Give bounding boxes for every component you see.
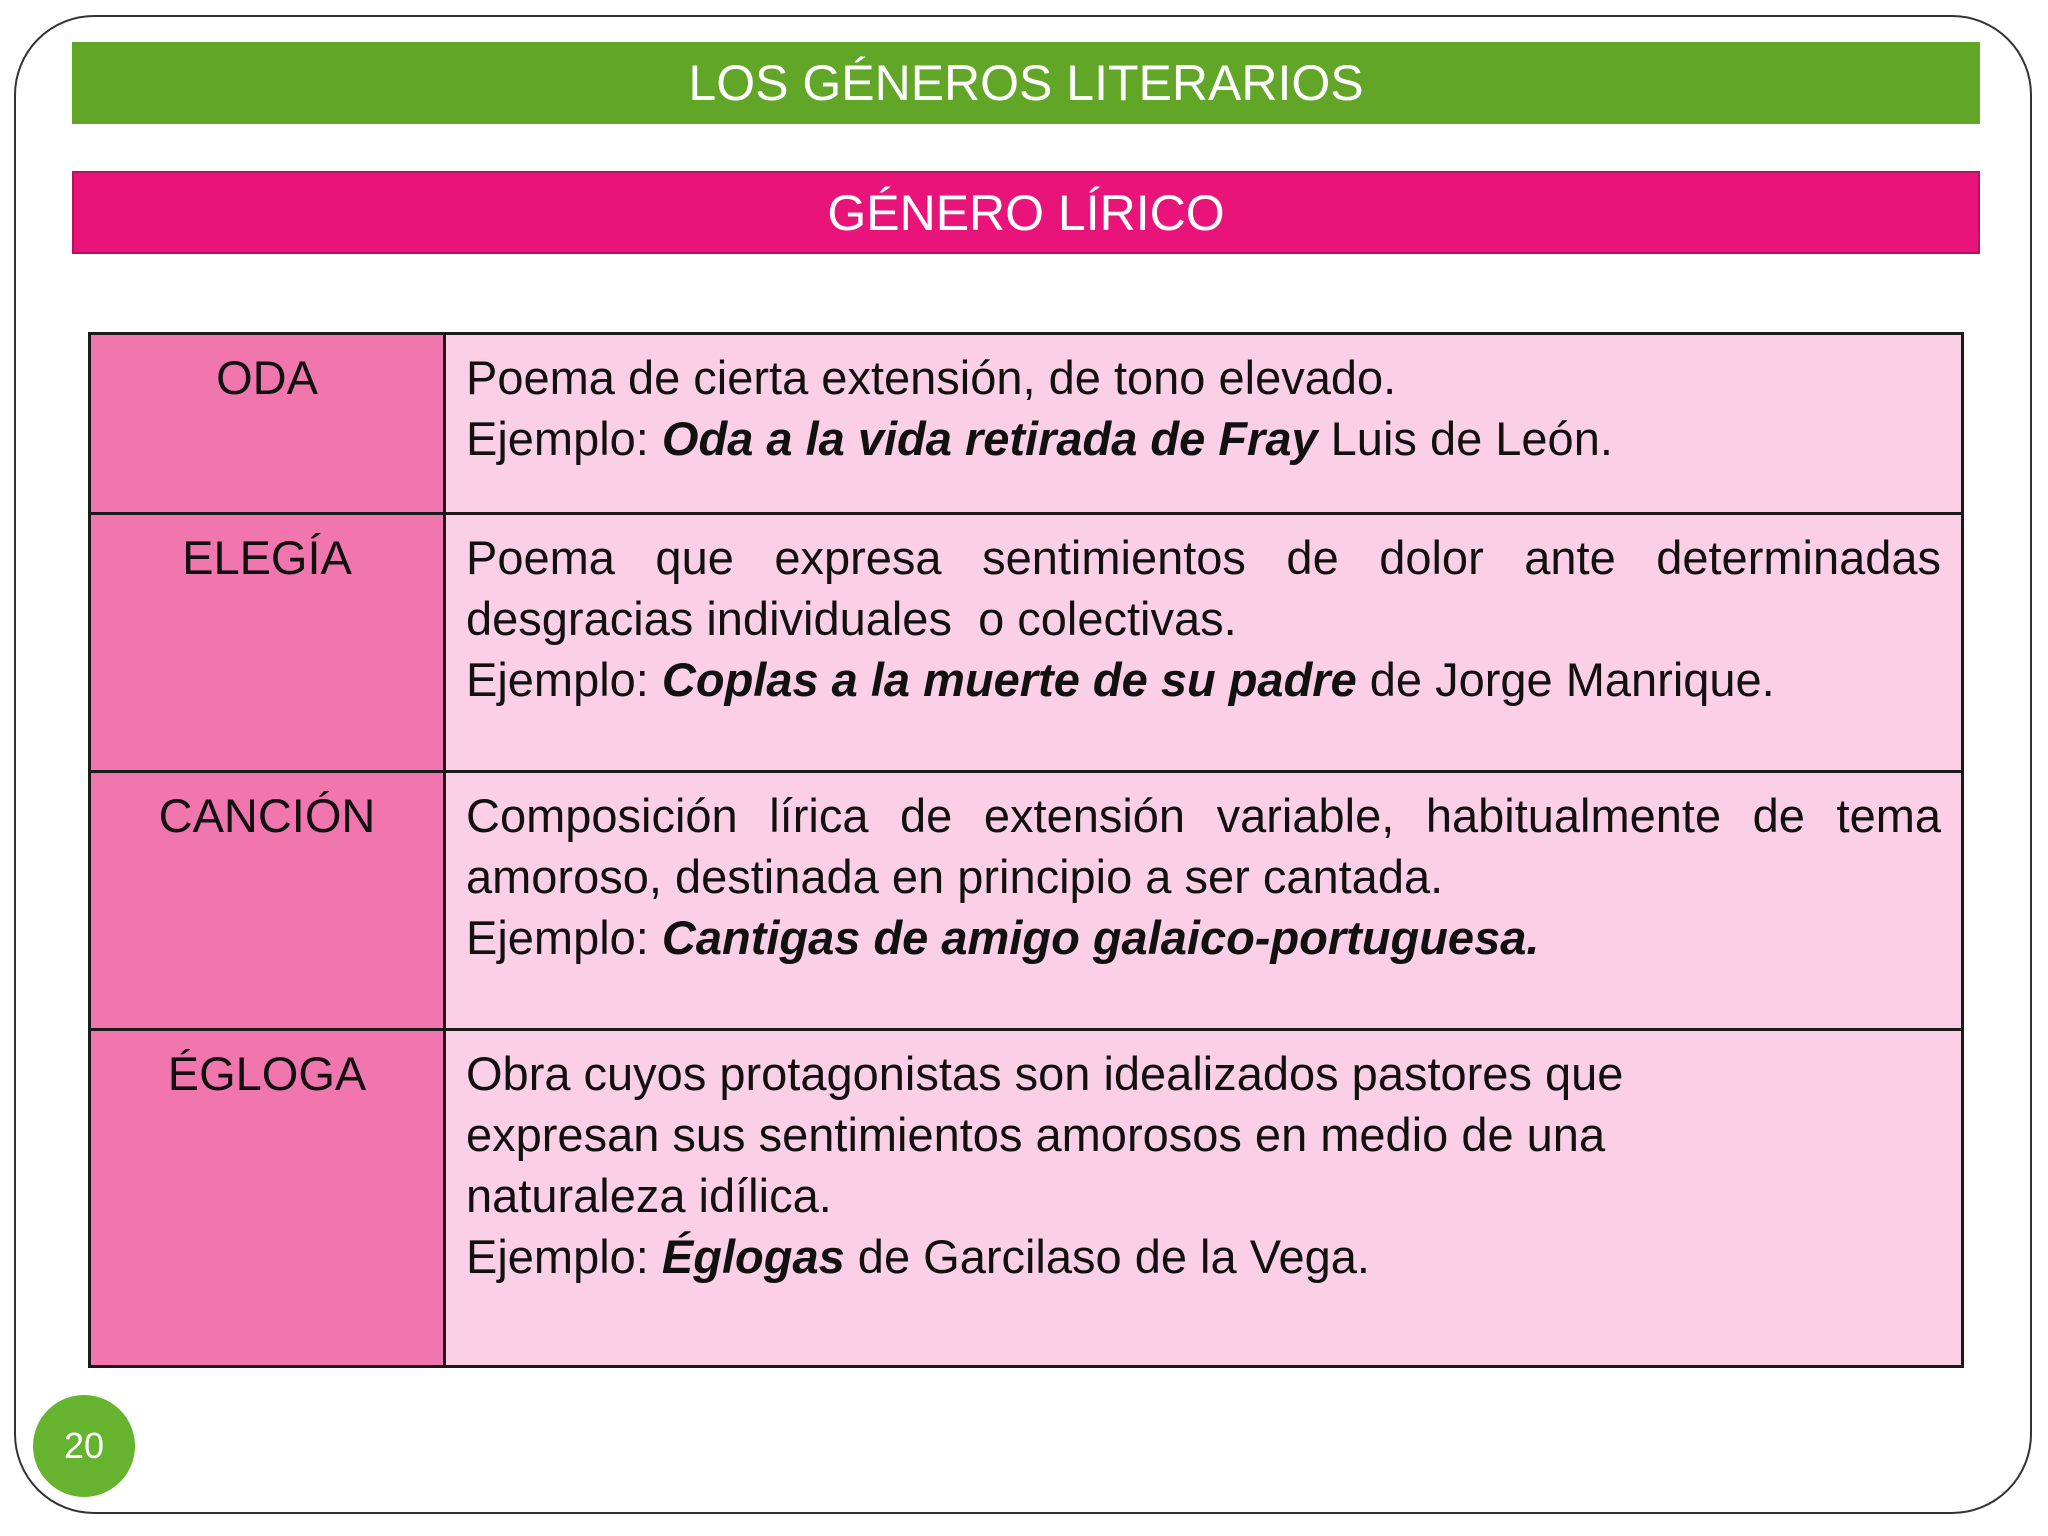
genre-term: ODA (216, 351, 318, 404)
example-author: Luis de León. (1317, 412, 1613, 465)
genre-description-cell (445, 772, 1963, 1030)
example-line (466, 1226, 1941, 1287)
genre-term: CANCIÓN (158, 789, 376, 842)
example-label: Ejemplo: (466, 653, 662, 706)
example-label: Ejemplo: (466, 1230, 662, 1283)
example-line (466, 907, 1941, 968)
genre-term-cell (90, 514, 445, 772)
example-line (466, 649, 1941, 710)
example-work: Cantigas de amigo galaico-portuguesa. (661, 911, 1540, 964)
example-label: Ejemplo: (466, 412, 662, 465)
description-line: naturaleza idílica. (466, 1169, 832, 1222)
genre-description-cell (445, 334, 1963, 514)
slide-subtitle: GÉNERO LÍRICO (827, 184, 1225, 241)
subtitle-bar (72, 171, 1980, 254)
description-line: Obra cuyos protagonistas son idealizados pastores que (466, 1047, 1624, 1100)
slide-title: LOS GÉNEROS LITERARIOS (688, 55, 1364, 111)
example-author: de Jorge Manrique. (1356, 653, 1775, 706)
example-line (466, 408, 1941, 469)
genre-description-cell (445, 1030, 1963, 1367)
description-line: amoroso, destinada en principio a ser cantada. (466, 850, 1444, 903)
example-label: Ejemplo: (466, 911, 662, 964)
description-line: expresan sus sentimientos amorosos en medio de una (466, 1108, 1606, 1161)
genre-term: ÉGLOGA (167, 1047, 367, 1100)
genre-term: ELEGÍA (182, 531, 352, 584)
table-row (90, 772, 1963, 1030)
example-work: Oda a la vida retirada de Fray (661, 412, 1318, 465)
example-author: de Garcilaso de la Vega. (844, 1230, 1370, 1283)
page-number-badge (33, 1395, 135, 1497)
description-line: desgracias individuales o colectivas. (466, 592, 1237, 645)
title-bar (72, 42, 1980, 124)
table-row (90, 1030, 1963, 1367)
example-work: Églogas (661, 1230, 845, 1283)
example-work: Coplas a la muerte de su padre (661, 653, 1357, 706)
description-line: Poema que expresa sentimientos de dolor ante determinadas (466, 531, 1941, 584)
description-line: Composición lírica de extensión variable, habitualmente de tema (466, 789, 1941, 842)
table-row (90, 334, 1963, 514)
genres-table (88, 332, 1964, 1368)
table-row (90, 514, 1963, 772)
genre-description-cell (445, 514, 1963, 772)
genre-term-cell (90, 772, 445, 1030)
description-line: Poema de cierta extensión, de tono elevado. (466, 351, 1397, 404)
page-number: 20 (63, 1425, 105, 1466)
genre-term-cell (90, 334, 445, 514)
genre-term-cell (90, 1030, 445, 1367)
